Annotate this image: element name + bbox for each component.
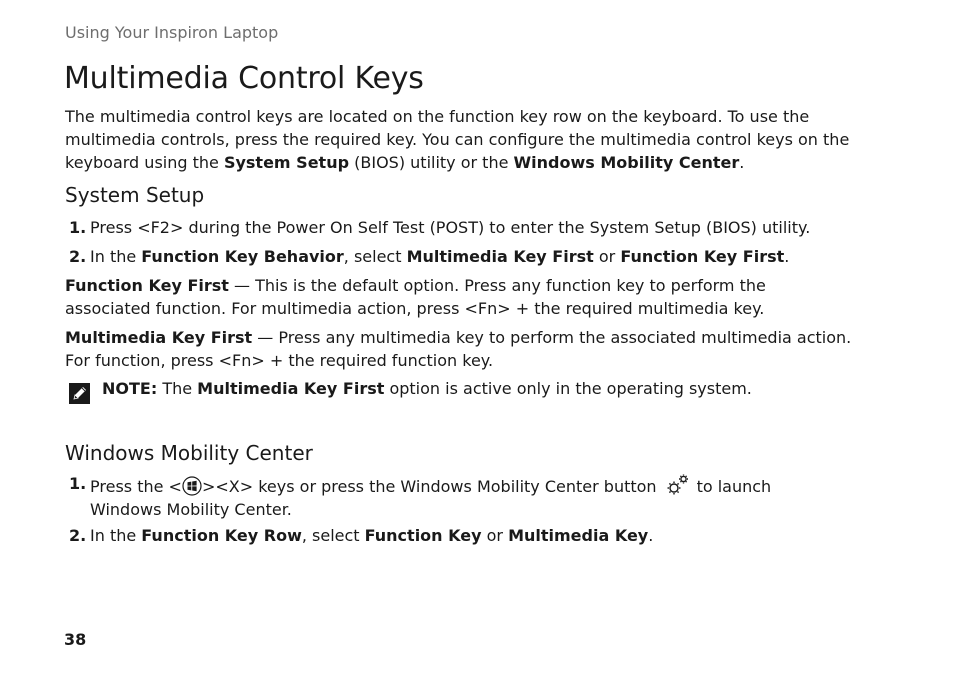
- list-item: [65, 216, 855, 239]
- note-pencil-icon: [69, 383, 90, 404]
- intro-paragraph: The multimedia control keys are located on the function key row on the keyboard. To use the multimedia controls, press the required key. You can configure the multimedia control keys on the keyboard using the System Setup (BIOS) utility or the Windows Mobility Center.: [65, 107, 850, 172]
- note-label: NOTE:: [102, 379, 158, 398]
- list-item: [65, 245, 855, 268]
- step-number: 1.: [69, 218, 87, 237]
- windows-mobility-center-icon: [665, 472, 691, 498]
- step-text: In the Function Key Row, select Function Key or Multimedia Key.: [90, 526, 654, 545]
- note: NOTE: The Multimedia Key First option is active only in the operating system.: [102, 379, 752, 398]
- windows-logo-icon: [182, 476, 202, 496]
- section-heading-system-setup: System Setup: [65, 183, 205, 207]
- page-title: Multimedia Control Keys: [64, 61, 424, 96]
- step-text: In the Function Key Behavior, select Multimedia Key First or Function Key First.: [90, 247, 790, 266]
- step-text: Press <F2> during the Power On Self Test (POST) to enter the System Setup (BIOS) utility.: [90, 218, 811, 237]
- step-number: 2.: [69, 526, 87, 545]
- step-number: 1.: [69, 474, 87, 493]
- list-item: [65, 524, 855, 547]
- multimedia-key-first-description: Multimedia Key First — Press any multimedia key to perform the associated multimedia action. For function, press <Fn> + the required function key.: [65, 328, 852, 370]
- step-number: 2.: [69, 247, 87, 266]
- step-text: Press the < ><X> keys or press the Windows Mobility Center button to launch Windows Mobility Center.: [90, 472, 825, 521]
- section-heading-windows-mobility-center: Windows Mobility Center: [65, 441, 313, 465]
- running-head: Using Your Inspiron Laptop: [65, 23, 279, 42]
- function-key-first-description: Function Key First — This is the default option. Press any function key to perform the associated function. For multimedia action, press <Fn> + the required multimedia key.: [65, 276, 766, 318]
- list-item: [65, 472, 825, 521]
- page-number: 38: [64, 630, 87, 649]
